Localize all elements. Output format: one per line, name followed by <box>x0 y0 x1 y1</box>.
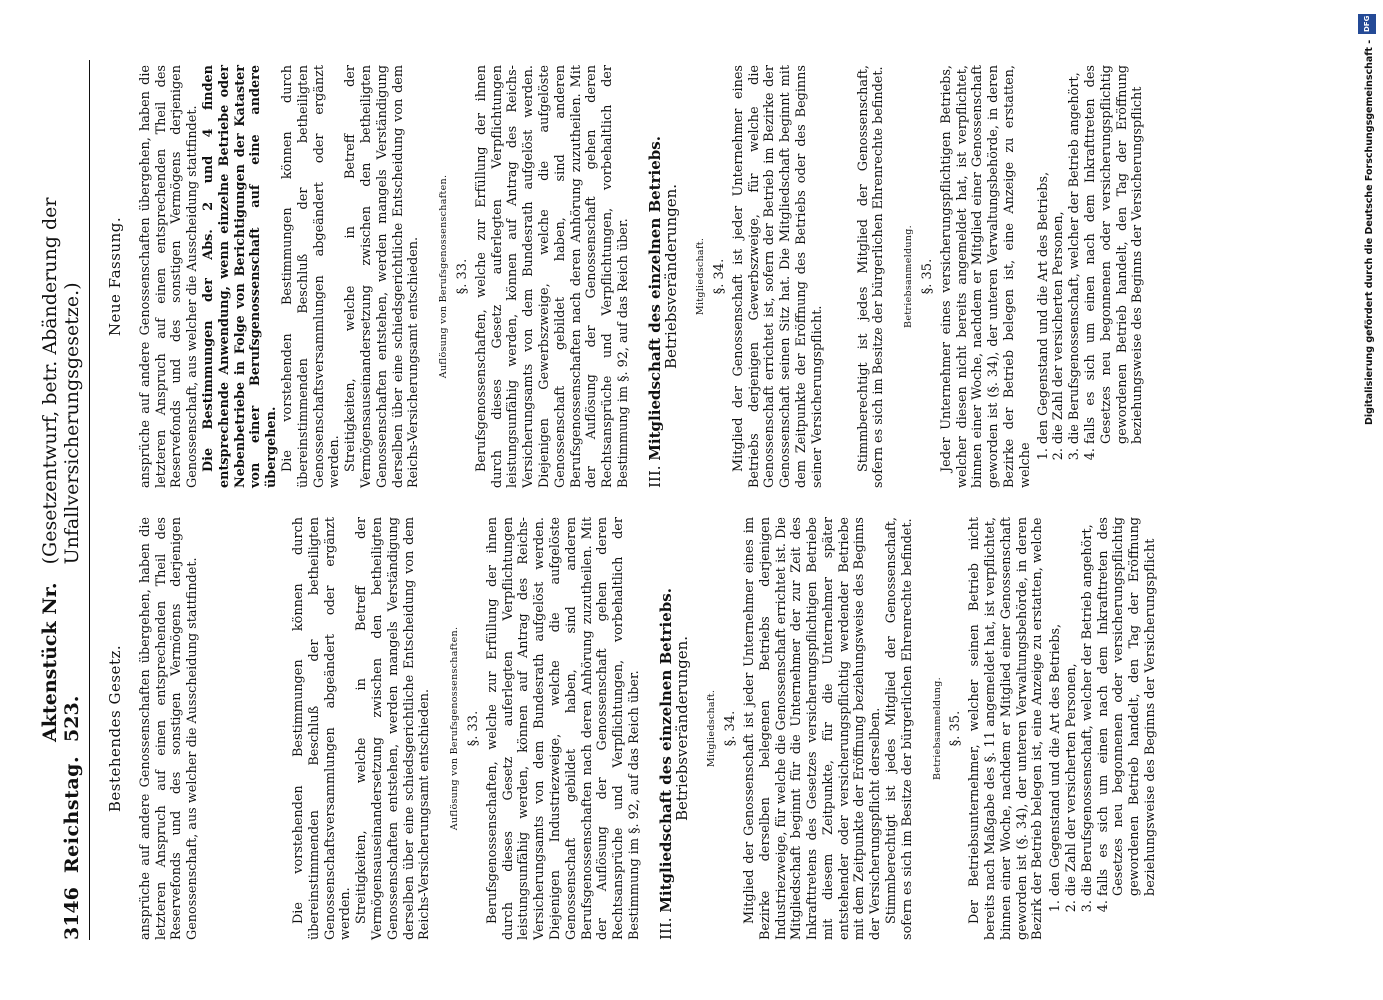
section-number: §. 33. <box>465 710 481 747</box>
paragraph: Berufsgenossenschaften, welche zur Erfüllung der ihnen durch dieses Gesetz auferlegten Verpflichtungen leistungsunfähig werden, können auf Antrag des Reichs-Versicherungsamts von dem Bundesrath aufgelöst werden. Diejenigen Gewerbszweige, welche die aufgelöste Genossenschaft gebildet haben, sind anderen Berufsgenossenschaften nach deren Anhörung zuzutheilen. Mit der Auflösung der Genossenschaft gehen deren Rechtsansprüche und Verpflichtungen, vorbehaltlich der Bestimmung im §. 92, auf das Reich über. <box>473 65 631 488</box>
part-title: Mitgliedschaft des einzelnen Betriebs. <box>656 588 675 913</box>
spacer <box>201 517 231 940</box>
section-subheading: Betriebsanmeldung. <box>903 225 915 328</box>
page-number: 3146 <box>61 887 83 940</box>
column-new-version <box>108 65 1146 488</box>
section-subheading: Mitgliedschaft. <box>695 237 707 316</box>
paragraph: Streitigkeiten, welche in Betreff der Vermögensauseinandersetzung zwischen den betheiligten Genossenschaften entstehen, werden mangels Verständigung derselben über eine schiedsgerichtliche Entscheidung von dem Reichs-Versicherungsamt entschieden. <box>343 65 422 488</box>
list-item: 3. die Berufsgenossenschaft, welcher der Betrieb angehört, <box>1080 517 1096 896</box>
part-subtitle: Betriebsveränderungen. <box>661 183 680 370</box>
paragraph: Stimmberechtigt ist jedes Mitglied der Genossenschaft, sofern es sich im Besitze der bürgerlichen Ehrenrechte befindet. <box>855 65 887 488</box>
section-subheading: Auflösung von Berufsgenossenschaften. <box>449 626 461 831</box>
item-list <box>1036 65 1147 488</box>
paragraph: Mitglied der Genossenschaft ist jeder Unternehmer eines Betriebs derjenigen Gewerbszweige, für welche die Genossenschaft errichtet ist, sofern der Betrieb im Bezirke der Genossenschaft seinen Sitz hat. Die Mitgliedschaft beginnt mit dem Zeitpunkte der Eröffnung des Betriebs oder des Beginns seiner Versicherungspflicht. <box>730 65 825 488</box>
column-existing-law <box>108 517 1159 940</box>
header-title: Reichstag. <box>61 755 83 874</box>
item-list <box>1048 517 1159 940</box>
spacer <box>261 517 291 940</box>
section-subheading: Betriebsanmeldung. <box>931 677 943 780</box>
paragraph: Streitigkeiten, welche in Betreff der Vermögensauseinandersetzung zwischen den betheiligten Genossenschaften entstehen, werden mangels Verständigung derselben über eine schiedsgerichtliche Entscheidung von dem Reichs-Versicherungsamt entschieden. <box>354 517 433 940</box>
paragraph: Die vorstehenden Bestimmungen können durch übereinstimmenden Beschluß der betheiligten Genossenschaftsversammlungen abgeändert oder ergänzt werden. <box>290 517 354 940</box>
part-title: Mitgliedschaft des einzelnen Betriebs. <box>645 136 664 461</box>
list-item: 4. falls es sich um einen nach dem Inkrafttreten des Gesetzes neu begonnenen oder versicherungspflichtig gewordenen Betrieb handelt, den Tag der Eröffnung beziehungsweise des Beginns der Versicherungspflicht <box>1083 65 1146 444</box>
part-number: III. <box>645 465 664 488</box>
list-item: 2. die Zahl der versicherten Personen, <box>1051 65 1067 444</box>
section-number: §. 35. <box>920 258 936 295</box>
spacer <box>231 517 261 940</box>
paragraph: Der Betriebsunternehmer, welcher seinen Betrieb nicht bereits nach Maßgabe des §. 11 angemeldet hat, ist verpflichtet, binnen einer Woche, nachdem er Mitglied einer Genossenschaft geworden ist (§. 34), der unteren Verwaltungsbehörde, in deren Bezirk der Betrieb belegen ist, eine Anzeige zu erstatten, welche <box>967 517 1046 940</box>
column-heading-new: Neue Fassung. <box>106 216 124 337</box>
digitization-credit: Digitalisierung gefördert durch die Deutsche Forschungsgemeinschaft - <box>1364 40 1375 426</box>
section-number: §. 33. <box>454 258 470 295</box>
column-heading-existing: Bestehendes Gesetz. <box>106 644 124 813</box>
page-header <box>40 60 90 940</box>
section-number: §. 35. <box>948 710 964 747</box>
list-item: 2. die Zahl der versicherten Personen, <box>1064 517 1080 896</box>
header-subtitle: (Gesetzentwurf, betr. Abänderung der Unfallversicherungsgesetze.) <box>39 197 83 565</box>
paragraph-amendment: Die Bestimmungen der Abs. 2 und 4 finden entsprechende Anwendung, wenn einzelne Betriebe oder Nebenbetriebe in Folge von Berichtigungen der Kataster von einer Berufsgenossenschaft auf eine andere übergehen. <box>200 65 280 488</box>
section-number: §. 34. <box>712 258 728 295</box>
list-item: 4. falls es sich um einen nach dem Inkrafttreten des Gesetzes neu begonnenen oder versicherungspflichtig gewordenen Betrieb handelt, den Tag der Eröffnung beziehungsweise des Beginns der Versicherungspflicht <box>1096 517 1159 896</box>
paragraph: Mitglied der Genossenschaft ist jeder Unternehmer eines im Bezirke derselben belegenen Betriebs derjenigen Industriezweige, für welche die Genossenschaft errichtet ist. Die Mitgliedschaft beginnt für die Unternehmer der zur Zeit des Inkrafttretens des Gesetzes versicherungspflichtigen Betriebe mit diesem Zeitpunkte, für die Unternehmer später entstehender oder versicherungspflichtig werdender Betriebe mit dem Zeitpunkte der Eröffnung beziehungsweise des Beginns der Versicherungspflicht derselben. <box>741 517 884 940</box>
paragraph: ansprüche auf andere Genossenschaften übergehen, haben die letzteren Anspruch auf einen entsprechenden Theil des Reservefonds und des sonstigen Vermögens derjenigen Genossenschaft, aus welcher die Ausscheidung stattfindet. <box>137 65 201 488</box>
paragraph: Stimmberechtigt ist jedes Mitglied der Genossenschaft, sofern es sich im Besitze der bürgerlichen Ehrenrechte befindet. <box>884 517 915 940</box>
header-reference: Aktenstück Nr. 523. <box>39 582 83 742</box>
section-number: §. 34. <box>723 710 739 747</box>
paragraph: ansprüche auf andere Genossenschaften übergehen, haben die letzteren Anspruch auf einen entsprechenden Theil des Reservefonds und des sonstigen Vermögens derjenigen Genossenschaft, aus welcher die Ausscheidung stattfindet. <box>137 517 201 940</box>
section-subheading: Auflösung von Berufsgenossenschaften. <box>438 174 450 379</box>
list-item: 1. den Gegenstand und die Art des Betriebs, <box>1036 65 1052 444</box>
section-subheading: Mitgliedschaft. <box>706 689 718 768</box>
list-item: 3. die Berufsgenossenschaft, welcher der Betrieb angehört, <box>1067 65 1083 444</box>
paragraph: Jeder Unternehmer eines versicherungspflichtigen Betriebs, welcher diesen nicht bereits angemeldet hat, ist verpflichtet, binnen einer Woche, nachdem er Mitglied einer Genossenschaft geworden ist (§. 34), der unteren Verwaltungsbehörde, in deren Bezirke der Betrieb belegen ist, eine Anzeige zu erstatten, welche <box>938 65 1033 488</box>
part-number: III. <box>656 917 675 940</box>
part-subtitle: Betriebsveränderungen. <box>672 635 691 822</box>
spacer <box>826 65 856 488</box>
paragraph: Die vorstehenden Bestimmungen können durch übereinstimmenden Beschluß der betheiligten Genossenschaftsversammlungen abgeändert oder ergänzt werden. <box>279 65 343 488</box>
list-item: 1. den Gegenstand und die Art des Betriebs, <box>1048 517 1064 896</box>
dfg-logo: DFG <box>1358 14 1376 34</box>
paragraph: Berufsgenossenschaften, welche zur Erfüllung der ihnen durch dieses Gesetz auferlegten Verpflichtungen leistungsunfähig werden, können auf Antrag des Reichs-Versicherungsamts von dem Bundesrath aufgelöst werden. Diejenigen Industriezweige, welche die aufgelöste Genossenschaft gebildet haben, sind anderen Berufsgenossenschaften nach deren Anhörung zuzutheilen. Mit der Auflösung der Genossenschaft gehen deren Rechtsansprüche und Verpflichtungen, vorbehaltlich der Bestimmung im §. 92, auf das Reich über. <box>484 517 642 940</box>
